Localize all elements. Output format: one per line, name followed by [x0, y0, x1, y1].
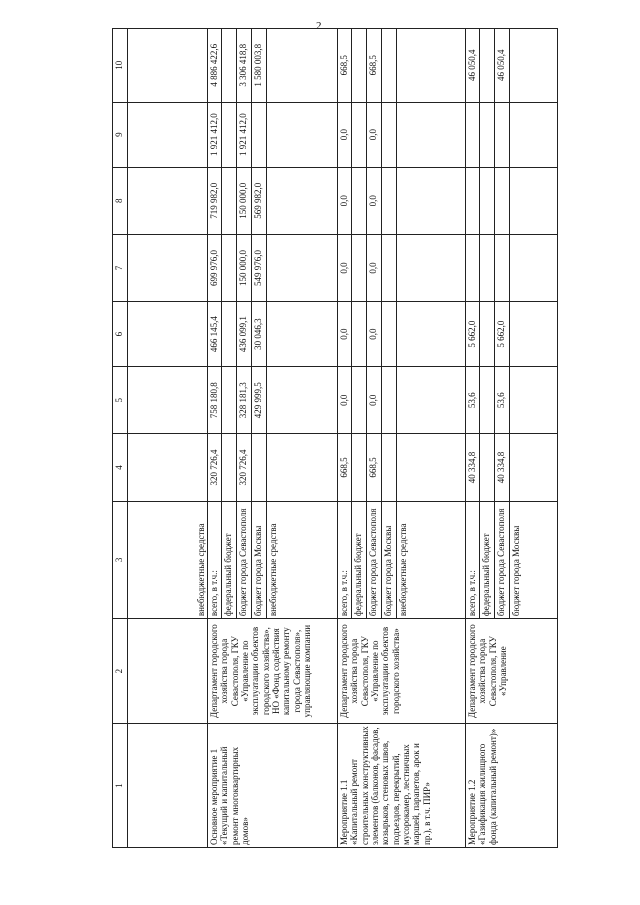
amount: 46 050,4: [467, 49, 477, 82]
amount: [221, 168, 236, 234]
rotated-table-container: [112, 28, 612, 848]
amount: [221, 367, 236, 433]
value-cell: [208, 29, 338, 103]
amount: [351, 103, 366, 167]
responsible-executor: Департамент городского хозяйства города Севастополя, ГКУ «Управление по эксплуатации объектов городского хозяйства»: [338, 619, 466, 724]
amount: 668,5: [339, 55, 349, 76]
amount: [221, 302, 236, 366]
column-header: 5: [113, 367, 128, 434]
amount: 5 662,0: [494, 302, 509, 366]
amount: [509, 434, 524, 500]
value-cell: [338, 367, 466, 434]
amount: 0,0: [366, 302, 381, 366]
funding-source-cell: [208, 501, 338, 619]
amount: 150 000,0: [236, 168, 251, 234]
amount: 5 662,0: [467, 320, 477, 348]
cell-c3: внебюджетные средства: [128, 501, 208, 619]
funding-source: федеральный бюджет: [221, 502, 236, 619]
amount: [466, 168, 479, 234]
amount: [509, 235, 524, 301]
amount: 466 145,4: [209, 316, 219, 353]
amount: 0,0: [366, 168, 381, 234]
amount: 46 050,4: [494, 29, 509, 102]
amount: [479, 367, 494, 433]
amount: 0,0: [339, 328, 349, 340]
responsible-executor: Департамент городского хозяйства города Севастополя, ГКУ «Управление по эксплуатации объектов городского хозяйства», НО «Фонд содействия капитальному ремонту города Севастополя», управляющие компании: [208, 619, 338, 724]
amount: [221, 29, 236, 102]
funding-source: бюджет города Севастополя: [236, 502, 251, 619]
amount: [221, 103, 236, 167]
value-cell: [208, 302, 338, 367]
amount: [494, 168, 509, 234]
amount: [509, 367, 524, 433]
amount: [266, 235, 281, 301]
amount: 320 726,4: [236, 434, 251, 500]
amount: [509, 302, 524, 366]
amount: [479, 29, 494, 102]
value-cell: [338, 302, 466, 367]
funding-source: федеральный бюджет: [479, 502, 494, 619]
funding-source-cell: [466, 501, 558, 619]
amount: [251, 434, 266, 500]
funding-source: бюджет города Севастополя: [366, 502, 381, 619]
amount: [381, 302, 396, 366]
amount: [266, 367, 281, 433]
value-cell: [208, 434, 338, 501]
header-row: [113, 29, 128, 848]
amount: [381, 168, 396, 234]
amount: [396, 103, 411, 167]
funding-source: внебюджетные средства: [396, 502, 411, 619]
value-cell: [338, 102, 466, 167]
amount: [396, 302, 411, 366]
amount: 549 976,0: [251, 235, 266, 301]
value-cell: [466, 434, 558, 501]
page-number: 2: [316, 20, 322, 32]
amount: 53,6: [494, 367, 509, 433]
amount: 668,5: [339, 457, 349, 478]
funding-source: всего, в т.ч.:: [339, 570, 349, 617]
column-header: 2: [113, 619, 128, 724]
amount: 758 180,8: [209, 382, 219, 419]
amount: [266, 103, 281, 167]
amount: [479, 235, 494, 301]
value-cell: [208, 367, 338, 434]
value-cell: [466, 167, 558, 234]
amount: [494, 235, 509, 301]
amount: [266, 302, 281, 366]
amount: [509, 103, 524, 167]
amount: 40 334,8: [494, 434, 509, 500]
column-header: 9: [113, 102, 128, 167]
amount: 699 976,0: [209, 249, 219, 286]
amount: 719 982,0: [209, 182, 219, 219]
table-row: [338, 29, 466, 848]
amount: 436 099,1: [236, 302, 251, 366]
amount: 668,5: [366, 29, 381, 102]
column-header: 4: [113, 434, 128, 501]
amount: [479, 103, 494, 167]
table-row: [208, 29, 338, 848]
amount: [479, 302, 494, 366]
value-cell: [466, 102, 558, 167]
amount: [221, 434, 236, 500]
value-cell: [466, 302, 558, 367]
amount: 0,0: [366, 235, 381, 301]
activity-name: Мероприятие 1.1 «Капитальный ремонт строительных конструктивных элементов (балконов, фасадов, козырьков, стеновых швов, подъездов, перекрытий, мусорокамер, лестничных маршей, парапетов, арок и пр.), в т.ч. ПИР»: [338, 724, 466, 848]
amount: 0,0: [339, 195, 349, 207]
amount: 1 580 003,8: [251, 29, 266, 102]
amount: [381, 103, 396, 167]
amount: 1 921 412,0: [209, 113, 219, 157]
budget-table: [112, 28, 558, 848]
responsible-executor: Департамент городского хозяйства города Севастополя, ГКУ «Управление: [466, 619, 558, 724]
column-header: 1: [113, 724, 128, 848]
amount: 320 726,4: [209, 449, 219, 486]
amount: [351, 168, 366, 234]
value-cell: [208, 234, 338, 301]
amount: [266, 434, 281, 500]
funding-source-cell: [338, 501, 466, 619]
funding-source: бюджет города Москвы: [509, 502, 524, 619]
amount: [381, 235, 396, 301]
amount: [466, 103, 479, 167]
amount: [221, 235, 236, 301]
amount: [479, 168, 494, 234]
value-cell: [208, 102, 338, 167]
amount: 0,0: [339, 262, 349, 274]
amount: 0,0: [366, 103, 381, 167]
amount: [266, 29, 281, 102]
funding-source: бюджет города Москвы: [251, 502, 266, 619]
funding-source: бюджет города Севастополя: [494, 502, 509, 619]
amount: 668,5: [366, 434, 381, 500]
amount: [509, 168, 524, 234]
amount: [381, 29, 396, 102]
amount: [396, 29, 411, 102]
value-cell: [466, 29, 558, 103]
table-row: [466, 29, 558, 848]
amount: [396, 367, 411, 433]
amount: 0,0: [366, 367, 381, 433]
amount: 429 999,5: [251, 367, 266, 433]
amount: 3 306 418,8: [236, 29, 251, 102]
column-header: 10: [113, 29, 128, 103]
activity-name: Основное мероприятие 1 «Текущий и капитальный ремонт многоквартирных домов»: [208, 724, 338, 848]
value-cell: [338, 167, 466, 234]
amount: 0,0: [339, 129, 349, 141]
amount: 0,0: [339, 394, 349, 406]
value-cell: [208, 167, 338, 234]
amount: 150 000,0: [236, 235, 251, 301]
value-cell: [338, 434, 466, 501]
amount: [479, 434, 494, 500]
amount: [266, 168, 281, 234]
amount: [396, 168, 411, 234]
amount: [351, 367, 366, 433]
funding-source: всего, в т.ч.:: [209, 570, 219, 617]
funding-source: бюджет города Москвы: [381, 502, 396, 619]
amount: [351, 29, 366, 102]
amount: [351, 434, 366, 500]
amount: 53,6: [467, 392, 477, 409]
amount: [494, 103, 509, 167]
value-cell: [466, 234, 558, 301]
amount: [396, 235, 411, 301]
amount: [351, 235, 366, 301]
amount: 1 921 412,0: [236, 103, 251, 167]
amount: 328 181,3: [236, 367, 251, 433]
amount: [396, 434, 411, 500]
amount: [381, 367, 396, 433]
amount: 40 334,8: [467, 451, 477, 484]
funding-source: внебюджетные средства: [266, 502, 281, 619]
funding-source: федеральный бюджет: [351, 502, 366, 619]
amount: 569 982,0: [251, 168, 266, 234]
amount: [509, 29, 524, 102]
activity-name: Мероприятие 1.2 «Газификация жилищного фонда (капитальный ремонт)»: [466, 724, 558, 848]
amount: 30 046,3: [251, 302, 266, 366]
funding-source: всего, в т.ч.:: [467, 570, 477, 617]
amount: [466, 235, 479, 301]
value-cell: [466, 367, 558, 434]
value-cell: [338, 234, 466, 301]
amount: [251, 103, 266, 167]
amount: [351, 302, 366, 366]
amount: 4 886 422,6: [209, 43, 219, 87]
column-header: 3: [113, 501, 128, 619]
column-header: 6: [113, 302, 128, 367]
column-header: 7: [113, 234, 128, 301]
table-row: [128, 29, 208, 848]
column-header: 8: [113, 167, 128, 234]
amount: [381, 434, 396, 500]
value-cell: [338, 29, 466, 103]
